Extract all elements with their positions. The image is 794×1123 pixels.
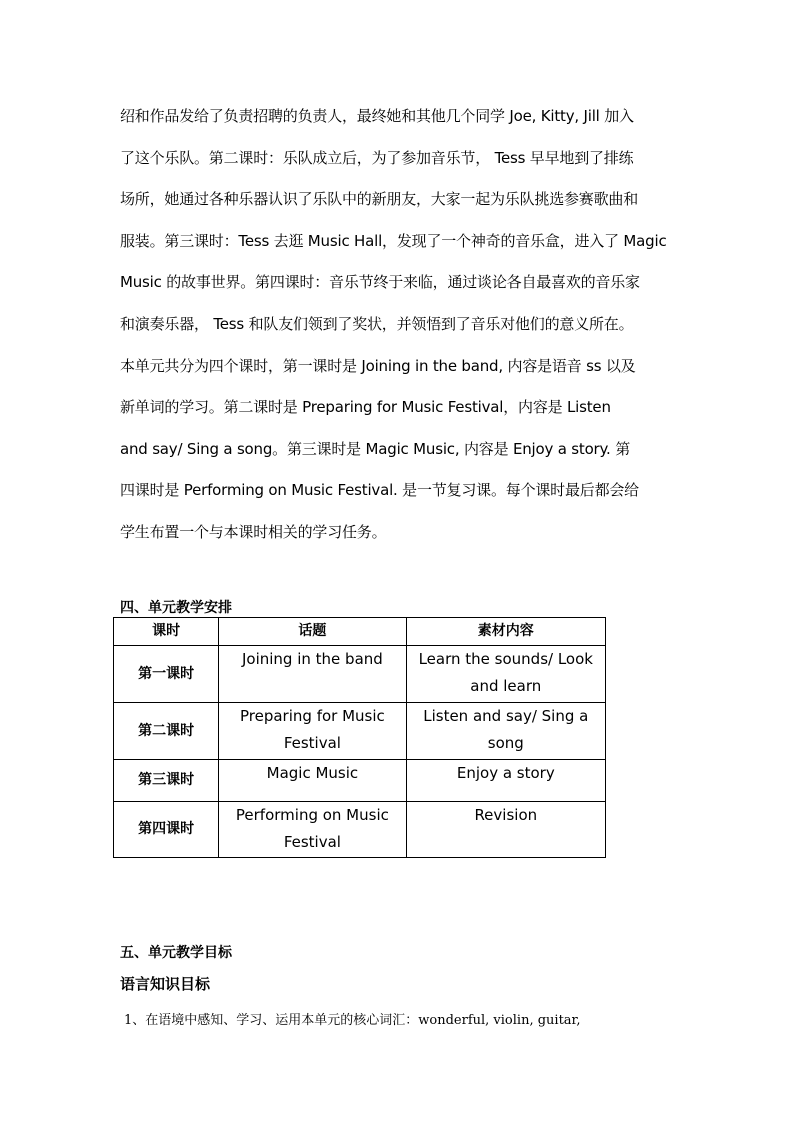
paragraph-line: 服装。第三课时：Tess 去逛 Music Hall，发现了一个神奇的音乐盒，进入了 Magic: [120, 231, 667, 250]
table-row: [114, 703, 606, 760]
paragraph-line: 新单词的学习。第二课时是 Preparing for Music Festival，内容是 Listen: [120, 398, 611, 417]
cell-topic: Magic Music: [219, 760, 406, 802]
header-content: 素材内容: [406, 618, 605, 646]
paragraph-line: 场所，她通过各种乐器认识了乐队中的新朋友，大家一起为乐队挑选参赛歌曲和: [120, 190, 639, 209]
paragraph-line: Music 的故事世界。第四课时：音乐节终于来临，通过谈论各自最喜欢的音乐家: [120, 273, 640, 292]
paragraph-line: 四课时是 Performing on Music Festival. 是一节复习课。每个课时最后都会给: [120, 481, 639, 500]
cell-content: Listen and say/ Sing a song: [406, 703, 605, 760]
section-heading-goals: 五、单元教学目标: [120, 945, 232, 961]
header-topic: 话题: [219, 618, 406, 646]
cell-content: Revision: [406, 802, 605, 858]
cell-topic: Performing on Music Festival: [219, 802, 406, 858]
paragraph-line: and say/ Sing a song。第三课时是 Magic Music, 内容是 Enjoy a story. 第: [120, 439, 630, 458]
header-lesson: 课时: [114, 618, 219, 646]
cell-lesson: 第二课时: [114, 703, 219, 760]
teaching-schedule-table: [113, 617, 606, 858]
table-row: [114, 760, 606, 802]
paragraph-line: 本单元共分为四个课时，第一课时是 Joining in the band, 内容是语音 ss 以及: [120, 356, 636, 375]
cell-lesson: 第一课时: [114, 646, 219, 703]
unit-description-paragraph: [120, 96, 680, 554]
cell-lesson: 第三课时: [114, 760, 219, 802]
paragraph-line: 绍和作品发给了负责招聘的负责人，最终她和其他几个同学 Joe, Kitty, Jill 加入: [120, 107, 634, 125]
table-row: [114, 802, 606, 858]
cell-topic: Preparing for Music Festival: [219, 703, 406, 760]
section-heading-schedule: 四、单元教学安排: [120, 600, 232, 616]
table-header-row: [114, 618, 606, 646]
paragraph-line: 了这个乐队。第二课时：乐队成立后，为了参加音乐节， Tess 早早地到了排练: [120, 148, 634, 167]
table-row: [114, 646, 606, 703]
paragraph-line: 和演奏乐器， Tess 和队友们领到了奖状，并领悟到了音乐对他们的意义所在。: [120, 314, 634, 333]
goal-item-1: 1、在语境中感知、学习、运用本单元的核心词汇：wonderful, violin, guitar,: [124, 1013, 581, 1028]
cell-lesson: 第四课时: [114, 802, 219, 858]
cell-topic: Joining in the band: [219, 646, 406, 703]
cell-content: Enjoy a story: [406, 760, 605, 802]
cell-content: Learn the sounds/ Look and learn: [406, 646, 605, 703]
subheading-language-knowledge: 语言知识目标: [120, 975, 211, 993]
paragraph-line: 学生布置一个与本课时相关的学习任务。: [120, 522, 387, 541]
